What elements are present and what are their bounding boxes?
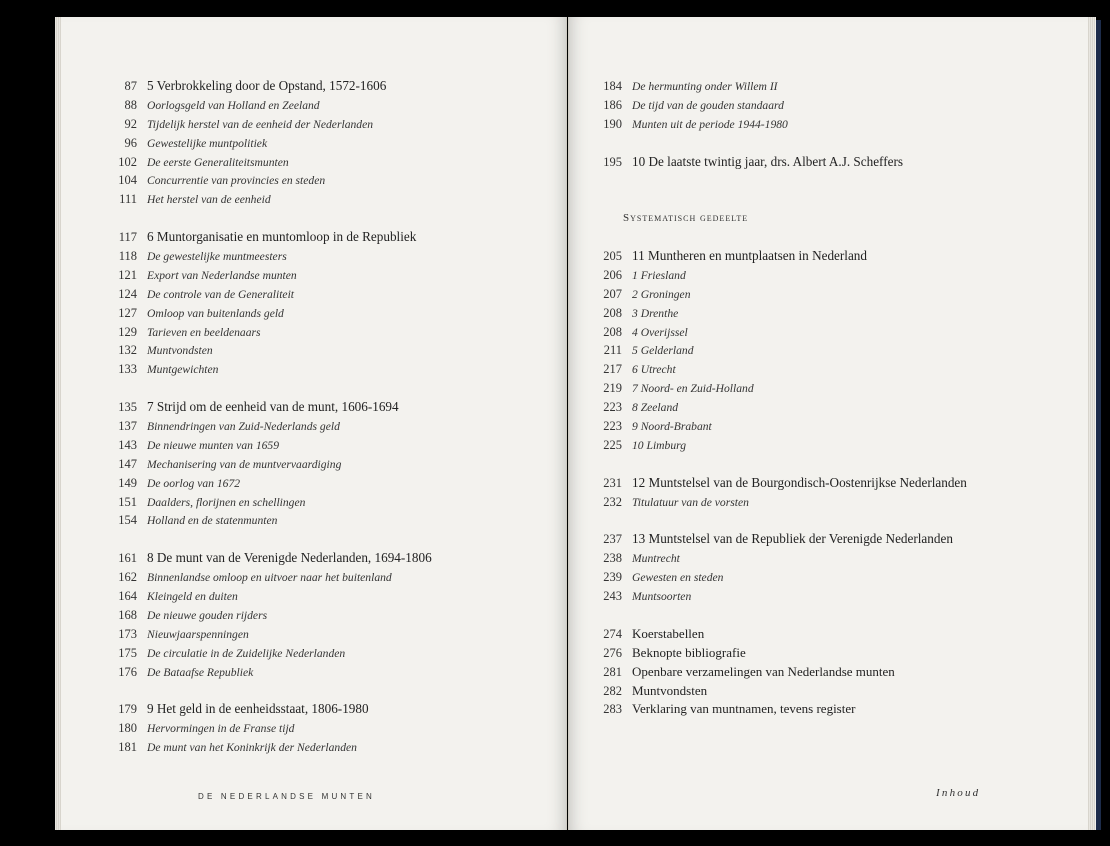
toc-subsection-title: Titulatuur van de vorsten bbox=[632, 495, 749, 509]
toc-page-number: 92 bbox=[124, 116, 137, 131]
toc-subsection-title: Munten uit de periode 1944-1980 bbox=[632, 117, 788, 131]
toc-page-number: 282 bbox=[603, 683, 622, 698]
toc-subsection-title: Daalders, florijnen en schellingen bbox=[147, 495, 306, 509]
toc-subsection-title: Gewestelijke muntpolitiek bbox=[147, 136, 268, 150]
toc-entry bbox=[570, 266, 990, 285]
toc-subsection-title: 2 Groningen bbox=[632, 287, 691, 301]
toc-subsection-title: Hervormingen in de Franse tijd bbox=[147, 722, 295, 736]
toc-subsection-title: Binnendringen van Zuid-Nederlands geld bbox=[147, 420, 340, 434]
toc-page-number: 162 bbox=[118, 570, 137, 585]
toc-subsection-title: Omloop van buitenlands geld bbox=[147, 306, 284, 320]
toc-page-number: 135 bbox=[118, 400, 137, 415]
toc-page-number: 127 bbox=[118, 305, 137, 320]
toc-page-number: 151 bbox=[118, 494, 137, 509]
toc-entry bbox=[85, 323, 505, 342]
right-page-edge bbox=[1088, 17, 1095, 830]
toc-page-number: 281 bbox=[603, 664, 622, 679]
toc-subsection-title: Het herstel van de eenheid bbox=[147, 193, 271, 207]
toc-page-number: 276 bbox=[603, 645, 622, 660]
toc-entry bbox=[570, 360, 990, 379]
toc-subsection-title: De tijd van de gouden standaard bbox=[632, 98, 784, 112]
toc-page-number: 149 bbox=[118, 475, 137, 490]
toc-subsection-title: Export van Nederlandse munten bbox=[147, 268, 297, 282]
toc-page-number: 223 bbox=[603, 400, 622, 415]
toc-page-number: 237 bbox=[603, 532, 622, 547]
right-table-of-contents bbox=[570, 77, 990, 719]
toc-entry bbox=[85, 360, 505, 379]
toc-chapter-title: 11 Muntheren en muntplaatsen in Nederland bbox=[632, 248, 867, 264]
toc-page-number: 87 bbox=[124, 79, 137, 93]
toc-entry bbox=[85, 511, 505, 530]
toc-entry bbox=[85, 700, 505, 719]
toc-page-number: 206 bbox=[603, 267, 622, 282]
toc-entry bbox=[85, 738, 505, 757]
toc-group bbox=[570, 153, 990, 172]
toc-entry bbox=[570, 285, 990, 304]
toc-entry bbox=[85, 625, 505, 644]
toc-page-number: 111 bbox=[119, 192, 137, 207]
toc-subsection-title: 6 Utrecht bbox=[632, 363, 676, 377]
toc-page-number: 232 bbox=[603, 494, 622, 509]
toc-subsection-title: De eerste Generaliteitsmunten bbox=[147, 155, 289, 169]
toc-entry bbox=[85, 228, 505, 247]
toc-page-number: 96 bbox=[124, 135, 137, 150]
toc-group bbox=[85, 549, 505, 681]
toc-page-number: 118 bbox=[118, 249, 137, 264]
toc-group bbox=[570, 474, 990, 512]
toc-page-number: 88 bbox=[124, 97, 137, 112]
toc-subsection-title: De circulatie in de Zuidelijke Nederlanden bbox=[147, 646, 346, 660]
toc-entry bbox=[85, 493, 505, 512]
toc-entry bbox=[570, 115, 990, 134]
toc-entry bbox=[85, 568, 505, 587]
toc-entry bbox=[570, 663, 990, 682]
toc-page-number: 175 bbox=[118, 645, 137, 660]
toc-appendix-title: Beknopte bibliografie bbox=[632, 644, 746, 660]
toc-entry bbox=[85, 115, 505, 134]
toc-subsection-title: Mechanisering van de muntvervaardiging bbox=[147, 457, 342, 471]
toc-page-number: 190 bbox=[603, 116, 622, 131]
toc-page-number: 180 bbox=[118, 721, 137, 736]
toc-page-number: 208 bbox=[603, 324, 622, 339]
toc-entry bbox=[570, 530, 990, 549]
toc-subsection-title: Binnenlandse omloop en uitvoer naar het buitenland bbox=[147, 571, 392, 585]
toc-chapter-title: 12 Muntstelsel van de Bourgondisch-Oostenrijkse Nederlanden bbox=[632, 474, 967, 490]
toc-entry bbox=[570, 304, 990, 323]
right-running-footer: Inhoud bbox=[936, 787, 981, 799]
toc-group bbox=[85, 77, 505, 209]
toc-chapter-title: 10 De laatste twintig jaar, drs. Albert A.J. Scheffers bbox=[632, 153, 903, 169]
toc-subsection-title: 9 Noord-Brabant bbox=[632, 420, 712, 434]
toc-entry bbox=[85, 549, 505, 568]
toc-appendix-title: Openbare verzamelingen van Nederlandse munten bbox=[632, 663, 895, 679]
toc-chapter-title: 13 Muntstelsel van de Republiek der Verenigde Nederlanden bbox=[632, 531, 953, 547]
toc-subsection-title: 7 Noord- en Zuid-Holland bbox=[632, 382, 754, 396]
toc-entry bbox=[570, 323, 990, 342]
toc-page-number: 217 bbox=[603, 362, 622, 377]
toc-page-number: 132 bbox=[118, 343, 137, 358]
toc-entry bbox=[570, 341, 990, 360]
toc-page-number: 274 bbox=[603, 626, 622, 641]
toc-group bbox=[570, 530, 990, 606]
toc-entry bbox=[570, 474, 990, 493]
section-heading: Systematisch gedeelte bbox=[623, 212, 749, 225]
toc-page-number: 207 bbox=[603, 286, 622, 301]
toc-entry bbox=[570, 625, 990, 644]
toc-group bbox=[85, 398, 505, 530]
toc-entry bbox=[85, 285, 505, 304]
toc-subsection-title: 10 Limburg bbox=[632, 438, 687, 452]
toc-group bbox=[85, 228, 505, 379]
toc-page-number: 104 bbox=[118, 173, 137, 188]
toc-entry bbox=[85, 436, 505, 455]
toc-entry bbox=[570, 436, 990, 455]
toc-page-number: 219 bbox=[603, 381, 622, 396]
toc-entry bbox=[85, 171, 505, 190]
toc-subsection-title: Tarieven en beeldenaars bbox=[147, 325, 261, 339]
toc-page-number: 121 bbox=[118, 267, 137, 282]
toc-entry bbox=[85, 247, 505, 266]
toc-group bbox=[85, 700, 505, 757]
toc-entry bbox=[85, 474, 505, 493]
toc-chapter-title: 8 De munt van de Verenigde Nederlanden, 1694-1806 bbox=[147, 550, 432, 566]
toc-subsection-title: 8 Zeeland bbox=[632, 401, 679, 415]
toc-page-number: 168 bbox=[118, 607, 137, 622]
toc-page-number: 243 bbox=[603, 589, 622, 604]
toc-subsection-title: Nieuwjaarspenningen bbox=[147, 627, 249, 641]
toc-page-number: 117 bbox=[118, 230, 137, 245]
toc-entry bbox=[570, 587, 990, 606]
toc-entry bbox=[570, 96, 990, 115]
toc-entry bbox=[570, 700, 990, 719]
toc-entry bbox=[85, 190, 505, 209]
toc-page-number: 124 bbox=[118, 286, 137, 301]
toc-subsection-title: De oorlog van 1672 bbox=[147, 476, 241, 490]
toc-chapter-title: 5 Verbrokkeling door de Opstand, 1572-1606 bbox=[147, 78, 387, 93]
left-page-edge bbox=[55, 17, 61, 830]
toc-entry bbox=[85, 606, 505, 625]
toc-subsection-title: De munt van het Koninkrijk der Nederlanden bbox=[147, 741, 357, 755]
toc-subsection-title: 1 Friesland bbox=[632, 268, 686, 282]
toc-page-number: 143 bbox=[118, 437, 137, 452]
toc-entry bbox=[85, 77, 505, 96]
toc-subsection-title: 4 Overijssel bbox=[632, 325, 688, 339]
toc-page-number: 208 bbox=[603, 305, 622, 320]
toc-entry bbox=[85, 398, 505, 417]
toc-entry bbox=[85, 153, 505, 172]
toc-entry bbox=[570, 568, 990, 587]
book-cover-edge bbox=[1096, 20, 1101, 830]
toc-entry bbox=[570, 247, 990, 266]
toc-subsection-title: Tijdelijk herstel van de eenheid der Nederlanden bbox=[147, 117, 374, 131]
toc-page-number: 176 bbox=[118, 664, 137, 679]
toc-page-number: 181 bbox=[118, 740, 137, 755]
toc-entry bbox=[85, 455, 505, 474]
toc-subsection-title: Concurrentie van provincies en steden bbox=[147, 174, 326, 188]
toc-entry bbox=[85, 644, 505, 663]
toc-subsection-title: De gewestelijke muntmeesters bbox=[147, 250, 287, 264]
toc-page-number: 129 bbox=[118, 324, 137, 339]
toc-page-number: 164 bbox=[118, 589, 137, 604]
toc-page-number: 195 bbox=[603, 154, 622, 169]
toc-entry bbox=[85, 663, 505, 682]
toc-group bbox=[570, 625, 990, 719]
toc-page-number: 205 bbox=[603, 249, 622, 264]
toc-chapter-title: 6 Muntorganisatie en muntomloop in de Republiek bbox=[147, 229, 417, 245]
toc-page-number: 239 bbox=[603, 570, 622, 585]
toc-page-number: 173 bbox=[118, 626, 137, 641]
toc-page-number: 184 bbox=[603, 79, 622, 93]
toc-appendix-title: Muntvondsten bbox=[632, 682, 708, 698]
toc-entry bbox=[570, 644, 990, 663]
toc-subsection-title: Oorlogsgeld van Holland en Zeeland bbox=[147, 98, 320, 112]
toc-entry bbox=[85, 266, 505, 285]
toc-entry bbox=[85, 341, 505, 360]
toc-subsection-title: De Bataafse Republiek bbox=[147, 665, 254, 679]
toc-subsection-title: Muntrecht bbox=[632, 552, 680, 566]
toc-subsection-title: 5 Gelderland bbox=[632, 344, 694, 358]
toc-entry bbox=[85, 134, 505, 153]
toc-subsection-title: Kleingeld en duiten bbox=[147, 590, 238, 604]
toc-entry bbox=[85, 719, 505, 738]
toc-page-number: 179 bbox=[118, 702, 137, 717]
toc-entry bbox=[570, 549, 990, 568]
toc-group bbox=[570, 247, 990, 455]
toc-subsection-title: De nieuwe gouden rijders bbox=[147, 608, 268, 622]
toc-page-number: 211 bbox=[603, 343, 622, 358]
toc-entry bbox=[570, 417, 990, 436]
toc-entry bbox=[570, 379, 990, 398]
toc-entry bbox=[85, 587, 505, 606]
toc-subsection-title: De hermunting onder Willem II bbox=[632, 80, 778, 93]
toc-subsection-title: Muntvondsten bbox=[147, 344, 213, 358]
toc-subsection-title: 3 Drenthe bbox=[632, 306, 679, 320]
toc-page-number: 102 bbox=[118, 154, 137, 169]
toc-entry bbox=[85, 417, 505, 436]
toc-page-number: 231 bbox=[603, 475, 622, 490]
toc-entry bbox=[570, 77, 990, 96]
toc-entry bbox=[85, 304, 505, 323]
toc-page-number: 186 bbox=[603, 97, 622, 112]
toc-entry bbox=[570, 398, 990, 417]
toc-chapter-title: 7 Strijd om de eenheid van de munt, 1606-1694 bbox=[147, 399, 399, 415]
toc-appendix-title: Verklaring van muntnamen, tevens register bbox=[632, 701, 856, 717]
toc-appendix-title: Koerstabellen bbox=[632, 625, 705, 641]
left-running-footer: DE NEDERLANDSE MUNTEN bbox=[198, 792, 375, 801]
toc-page-number: 238 bbox=[603, 551, 622, 566]
toc-page-number: 223 bbox=[603, 419, 622, 434]
toc-page-number: 147 bbox=[118, 456, 137, 471]
toc-entry bbox=[570, 153, 990, 172]
toc-page-number: 137 bbox=[118, 419, 137, 434]
toc-page-number: 283 bbox=[603, 702, 622, 717]
toc-entry bbox=[570, 493, 990, 512]
toc-subsection-title: Holland en de statenmunten bbox=[147, 514, 278, 528]
toc-chapter-title: 9 Het geld in de eenheidsstaat, 1806-1980 bbox=[147, 701, 369, 717]
left-table-of-contents bbox=[85, 77, 505, 757]
toc-subsection-title: De nieuwe munten van 1659 bbox=[147, 438, 280, 452]
toc-page-number: 133 bbox=[118, 362, 137, 377]
toc-page-number: 225 bbox=[603, 437, 622, 452]
toc-subsection-title: De controle van de Generaliteit bbox=[147, 287, 295, 301]
toc-page-number: 154 bbox=[118, 513, 137, 528]
toc-subsection-title: Muntgewichten bbox=[147, 363, 219, 377]
toc-entry bbox=[85, 96, 505, 115]
toc-group bbox=[570, 77, 990, 134]
toc-subsection-title: Muntsoorten bbox=[632, 590, 692, 604]
toc-subsection-title: Gewesten en steden bbox=[632, 571, 724, 585]
toc-entry bbox=[570, 682, 990, 701]
toc-page-number: 161 bbox=[118, 551, 137, 566]
